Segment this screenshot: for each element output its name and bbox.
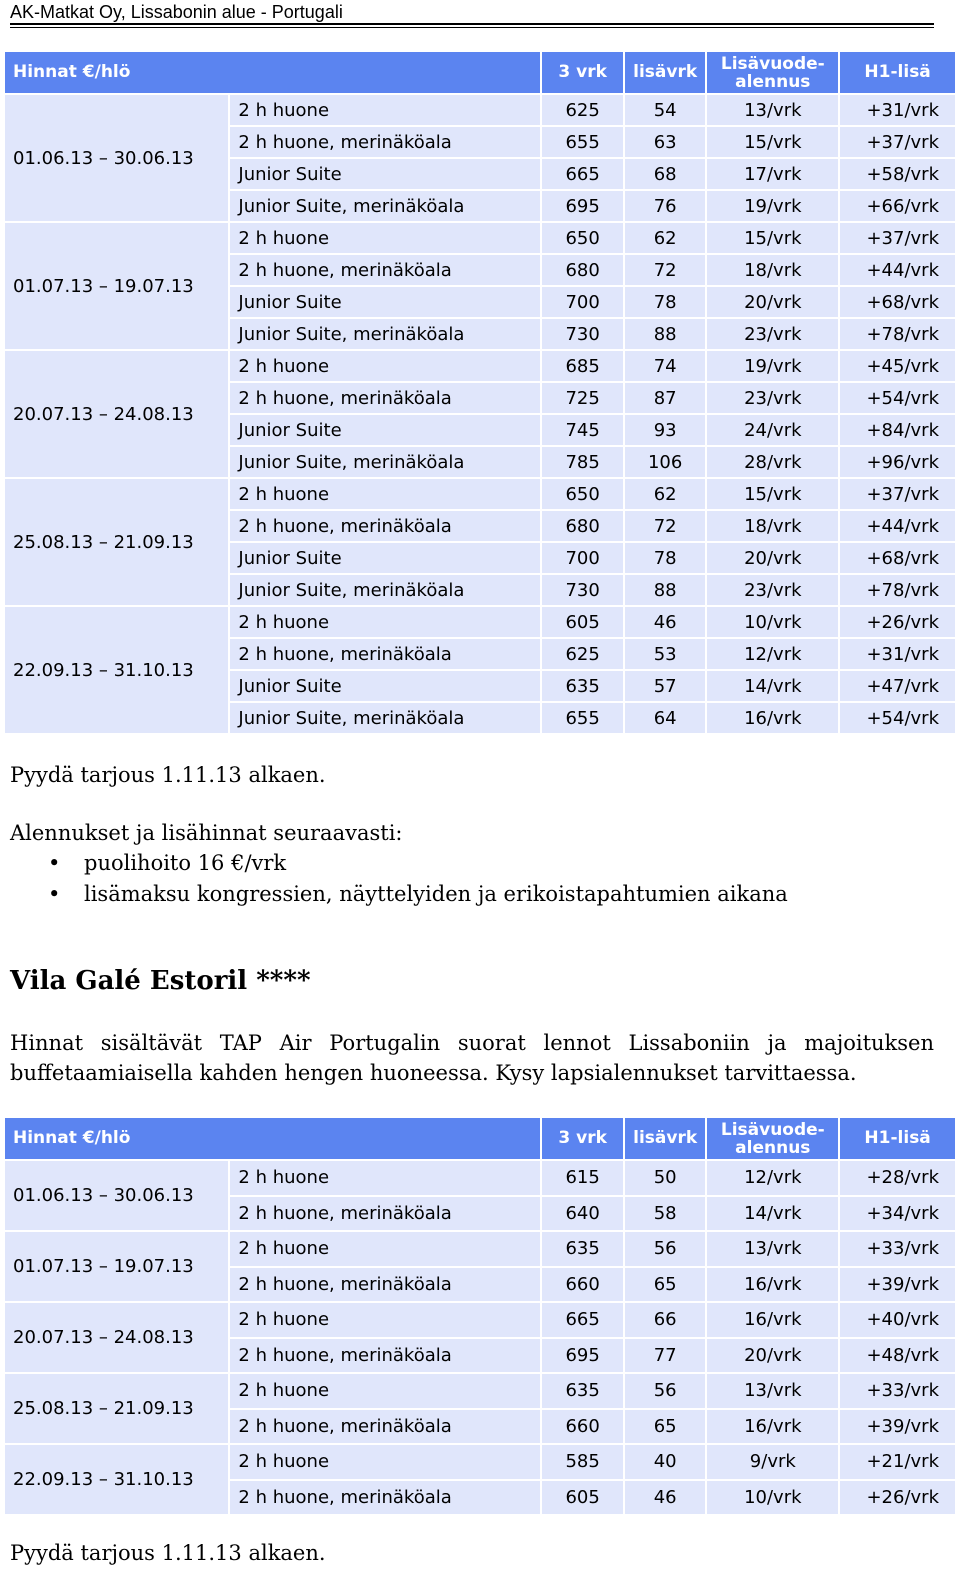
header-lisavuode-line2: alennus xyxy=(735,71,811,92)
extra-bed-discount-cell: 15/vrk xyxy=(707,127,838,157)
header-lisavuode-line2: alennus xyxy=(735,1137,811,1158)
extra-day-cell: 54 xyxy=(625,95,706,125)
room-type-cell: 2 h huone xyxy=(230,479,540,509)
extra-day-cell: 88 xyxy=(625,319,706,349)
single-supplement-cell: +31/vrk xyxy=(840,639,955,669)
extra-bed-discount-cell: 13/vrk xyxy=(707,1232,838,1266)
extra-day-cell: 53 xyxy=(625,639,706,669)
table-row xyxy=(5,351,955,381)
extra-bed-discount-cell: 13/vrk xyxy=(707,1374,838,1408)
extra-bed-discount-cell: 28/vrk xyxy=(707,447,838,477)
extra-day-cell: 74 xyxy=(625,351,706,381)
room-type-cell: 2 h huone xyxy=(230,607,540,637)
room-type-cell: Junior Suite, merinäköala xyxy=(230,191,540,221)
extra-day-cell: 62 xyxy=(625,479,706,509)
header-3vrk: 3 vrk xyxy=(542,1118,623,1159)
extra-day-cell: 93 xyxy=(625,415,706,445)
table-header-row xyxy=(5,1118,955,1159)
price-3vrk-cell: 650 xyxy=(542,223,623,253)
extra-day-cell: 57 xyxy=(625,671,706,701)
single-supplement-cell: +44/vrk xyxy=(840,511,955,541)
single-supplement-cell: +39/vrk xyxy=(840,1410,955,1444)
period-label: 25.08.13 – 21.09.13 xyxy=(5,1374,228,1443)
extra-bed-discount-cell: 19/vrk xyxy=(707,191,838,221)
extra-bed-discount-cell: 16/vrk xyxy=(707,703,838,733)
extra-day-cell: 77 xyxy=(625,1339,706,1373)
single-supplement-cell: +40/vrk xyxy=(840,1303,955,1337)
header-label: Hinnat €/hlö xyxy=(5,52,540,93)
extra-day-cell: 68 xyxy=(625,159,706,189)
table-row xyxy=(5,607,955,637)
single-supplement-cell: +26/vrk xyxy=(840,1481,955,1515)
extra-day-cell: 40 xyxy=(625,1445,706,1479)
table-row xyxy=(5,1445,955,1479)
period-label: 22.09.13 – 31.10.13 xyxy=(5,1445,228,1514)
extra-bed-discount-cell: 10/vrk xyxy=(707,607,838,637)
extra-bed-discount-cell: 18/vrk xyxy=(707,511,838,541)
extra-day-cell: 46 xyxy=(625,607,706,637)
price-3vrk-cell: 730 xyxy=(542,319,623,349)
extra-bed-discount-cell: 14/vrk xyxy=(707,1197,838,1231)
note-offer-1: Pyydä tarjous 1.11.13 alkaen. xyxy=(10,763,326,787)
room-type-cell: 2 h huone xyxy=(230,351,540,381)
room-type-cell: 2 h huone, merinäköala xyxy=(230,1197,540,1231)
extra-day-cell: 62 xyxy=(625,223,706,253)
extra-day-cell: 56 xyxy=(625,1232,706,1266)
price-3vrk-cell: 605 xyxy=(542,607,623,637)
single-supplement-cell: +48/vrk xyxy=(840,1339,955,1373)
extra-day-cell: 56 xyxy=(625,1374,706,1408)
price-3vrk-cell: 585 xyxy=(542,1445,623,1479)
extra-day-cell: 72 xyxy=(625,511,706,541)
note-offer-2: Pyydä tarjous 1.11.13 alkaen. xyxy=(10,1541,326,1565)
extra-day-cell: 106 xyxy=(625,447,706,477)
single-supplement-cell: +54/vrk xyxy=(840,383,955,413)
room-type-cell: Junior Suite, merinäköala xyxy=(230,703,540,733)
room-type-cell: 2 h huone xyxy=(230,1232,540,1266)
header-lisavrk: lisävrk xyxy=(625,52,706,93)
table-row xyxy=(5,95,955,125)
price-3vrk-cell: 665 xyxy=(542,1303,623,1337)
period-label: 20.07.13 – 24.08.13 xyxy=(5,1303,228,1372)
price-3vrk-cell: 660 xyxy=(542,1268,623,1302)
list-item: • lisämaksu kongressien, näyttelyiden ja erikoistapahtumien aikana xyxy=(10,879,934,910)
header-lisavuode xyxy=(707,1118,838,1159)
room-type-cell: Junior Suite xyxy=(230,159,540,189)
header-lisavuode-line1: Lisävuode- xyxy=(720,1119,825,1140)
price-3vrk-cell: 650 xyxy=(542,479,623,509)
extra-bed-discount-cell: 12/vrk xyxy=(707,1161,838,1195)
room-type-cell: Junior Suite xyxy=(230,543,540,573)
room-type-cell: 2 h huone, merinäköala xyxy=(230,511,540,541)
room-type-cell: Junior Suite xyxy=(230,671,540,701)
table-row xyxy=(5,1232,955,1266)
price-3vrk-cell: 695 xyxy=(542,1339,623,1373)
price-3vrk-cell: 665 xyxy=(542,159,623,189)
single-supplement-cell: +68/vrk xyxy=(840,543,955,573)
extra-bed-discount-cell: 20/vrk xyxy=(707,287,838,317)
period-label: 01.07.13 – 19.07.13 xyxy=(5,1232,228,1301)
extra-bed-discount-cell: 12/vrk xyxy=(707,639,838,669)
extra-day-cell: 76 xyxy=(625,191,706,221)
room-type-cell: 2 h huone xyxy=(230,1303,540,1337)
list-item: • puolihoito 16 €/vrk xyxy=(10,848,934,879)
extra-day-cell: 78 xyxy=(625,543,706,573)
header-h1lisa: H1-lisä xyxy=(840,1118,955,1159)
extra-day-cell: 65 xyxy=(625,1268,706,1302)
hotel-intro: Hinnat sisältävät TAP Air Portugalin suorat lennot Lissaboniin ja majoituksen buffetaamiaisella kahden hengen huoneessa. Kysy lapsialennukset tarvittaessa. xyxy=(10,1031,934,1085)
price-table-1 xyxy=(3,50,957,735)
header-rule-thin xyxy=(10,27,934,28)
period-label: 01.07.13 – 19.07.13 xyxy=(5,223,228,349)
table-row xyxy=(5,1374,955,1408)
extra-bed-discount-cell: 15/vrk xyxy=(707,479,838,509)
single-supplement-cell: +68/vrk xyxy=(840,287,955,317)
room-type-cell: 2 h huone xyxy=(230,1374,540,1408)
room-type-cell: Junior Suite, merinäköala xyxy=(230,319,540,349)
header-lisavrk: lisävrk xyxy=(625,1118,706,1159)
single-supplement-cell: +37/vrk xyxy=(840,223,955,253)
table-row xyxy=(5,223,955,253)
single-supplement-cell: +78/vrk xyxy=(840,319,955,349)
price-3vrk-cell: 625 xyxy=(542,639,623,669)
price-3vrk-cell: 605 xyxy=(542,1481,623,1515)
room-type-cell: 2 h huone, merinäköala xyxy=(230,255,540,285)
price-3vrk-cell: 745 xyxy=(542,415,623,445)
price-3vrk-cell: 635 xyxy=(542,671,623,701)
discounts-list xyxy=(10,848,934,910)
price-3vrk-cell: 700 xyxy=(542,543,623,573)
extra-bed-discount-cell: 24/vrk xyxy=(707,415,838,445)
room-type-cell: Junior Suite xyxy=(230,415,540,445)
single-supplement-cell: +26/vrk xyxy=(840,607,955,637)
discounts-intro: Alennukset ja lisähinnat seuraavasti: xyxy=(10,821,403,845)
extra-bed-discount-cell: 13/vrk xyxy=(707,95,838,125)
table-header-row xyxy=(5,52,955,93)
single-supplement-cell: +31/vrk xyxy=(840,95,955,125)
extra-bed-discount-cell: 16/vrk xyxy=(707,1410,838,1444)
period-label: 01.06.13 – 30.06.13 xyxy=(5,1161,228,1230)
extra-bed-discount-cell: 15/vrk xyxy=(707,223,838,253)
single-supplement-cell: +39/vrk xyxy=(840,1268,955,1302)
extra-bed-discount-cell: 20/vrk xyxy=(707,1339,838,1373)
extra-bed-discount-cell: 16/vrk xyxy=(707,1303,838,1337)
extra-bed-discount-cell: 20/vrk xyxy=(707,543,838,573)
price-table-2 xyxy=(3,1116,957,1516)
room-type-cell: Junior Suite, merinäköala xyxy=(230,447,540,477)
header-h1lisa: H1-lisä xyxy=(840,52,955,93)
extra-bed-discount-cell: 9/vrk xyxy=(707,1445,838,1479)
price-3vrk-cell: 615 xyxy=(542,1161,623,1195)
extra-day-cell: 66 xyxy=(625,1303,706,1337)
single-supplement-cell: +28/vrk xyxy=(840,1161,955,1195)
single-supplement-cell: +34/vrk xyxy=(840,1197,955,1231)
single-supplement-cell: +78/vrk xyxy=(840,575,955,605)
period-label: 01.06.13 – 30.06.13 xyxy=(5,95,228,221)
price-3vrk-cell: 635 xyxy=(542,1232,623,1266)
price-3vrk-cell: 655 xyxy=(542,127,623,157)
header-label: Hinnat €/hlö xyxy=(5,1118,540,1159)
table-row xyxy=(5,479,955,509)
extra-day-cell: 64 xyxy=(625,703,706,733)
room-type-cell: 2 h huone xyxy=(230,95,540,125)
room-type-cell: 2 h huone, merinäköala xyxy=(230,127,540,157)
room-type-cell: Junior Suite, merinäköala xyxy=(230,575,540,605)
extra-bed-discount-cell: 23/vrk xyxy=(707,575,838,605)
single-supplement-cell: +33/vrk xyxy=(840,1232,955,1266)
single-supplement-cell: +37/vrk xyxy=(840,127,955,157)
extra-bed-discount-cell: 19/vrk xyxy=(707,351,838,381)
period-label: 25.08.13 – 21.09.13 xyxy=(5,479,228,605)
extra-day-cell: 78 xyxy=(625,287,706,317)
price-3vrk-cell: 725 xyxy=(542,383,623,413)
single-supplement-cell: +44/vrk xyxy=(840,255,955,285)
extra-bed-discount-cell: 16/vrk xyxy=(707,1268,838,1302)
extra-day-cell: 50 xyxy=(625,1161,706,1195)
period-label: 22.09.13 – 31.10.13 xyxy=(5,607,228,733)
room-type-cell: 2 h huone, merinäköala xyxy=(230,1339,540,1373)
table-row xyxy=(5,1161,955,1195)
price-3vrk-cell: 660 xyxy=(542,1410,623,1444)
header-3vrk: 3 vrk xyxy=(542,52,623,93)
extra-bed-discount-cell: 17/vrk xyxy=(707,159,838,189)
price-3vrk-cell: 785 xyxy=(542,447,623,477)
extra-day-cell: 87 xyxy=(625,383,706,413)
price-3vrk-cell: 700 xyxy=(542,287,623,317)
extra-bed-discount-cell: 18/vrk xyxy=(707,255,838,285)
single-supplement-cell: +96/vrk xyxy=(840,447,955,477)
header-lisavuode-line1: Lisävuode- xyxy=(720,53,825,74)
room-type-cell: 2 h huone xyxy=(230,1445,540,1479)
price-3vrk-cell: 680 xyxy=(542,511,623,541)
table-row xyxy=(5,1303,955,1337)
header-rule-thick xyxy=(10,23,934,25)
extra-bed-discount-cell: 23/vrk xyxy=(707,383,838,413)
room-type-cell: 2 h huone xyxy=(230,223,540,253)
single-supplement-cell: +54/vrk xyxy=(840,703,955,733)
room-type-cell: 2 h huone, merinäköala xyxy=(230,1268,540,1302)
price-3vrk-cell: 640 xyxy=(542,1197,623,1231)
extra-bed-discount-cell: 10/vrk xyxy=(707,1481,838,1515)
price-3vrk-cell: 695 xyxy=(542,191,623,221)
single-supplement-cell: +84/vrk xyxy=(840,415,955,445)
extra-bed-discount-cell: 23/vrk xyxy=(707,319,838,349)
hotel-title: Vila Galé Estoril **** xyxy=(10,966,311,996)
room-type-cell: 2 h huone xyxy=(230,1161,540,1195)
single-supplement-cell: +45/vrk xyxy=(840,351,955,381)
extra-day-cell: 65 xyxy=(625,1410,706,1444)
room-type-cell: 2 h huone, merinäköala xyxy=(230,639,540,669)
price-3vrk-cell: 635 xyxy=(542,1374,623,1408)
room-type-cell: 2 h huone, merinäköala xyxy=(230,1410,540,1444)
single-supplement-cell: +33/vrk xyxy=(840,1374,955,1408)
period-label: 20.07.13 – 24.08.13 xyxy=(5,351,228,477)
page-header: AK-Matkat Oy, Lissabonin alue - Portugali xyxy=(10,2,343,22)
extra-day-cell: 72 xyxy=(625,255,706,285)
extra-day-cell: 58 xyxy=(625,1197,706,1231)
price-3vrk-cell: 685 xyxy=(542,351,623,381)
room-type-cell: 2 h huone, merinäköala xyxy=(230,383,540,413)
price-3vrk-cell: 680 xyxy=(542,255,623,285)
extra-day-cell: 63 xyxy=(625,127,706,157)
price-3vrk-cell: 730 xyxy=(542,575,623,605)
extra-bed-discount-cell: 14/vrk xyxy=(707,671,838,701)
single-supplement-cell: +47/vrk xyxy=(840,671,955,701)
room-type-cell: 2 h huone, merinäköala xyxy=(230,1481,540,1515)
single-supplement-cell: +58/vrk xyxy=(840,159,955,189)
header-lisavuode xyxy=(707,52,838,93)
extra-day-cell: 46 xyxy=(625,1481,706,1515)
single-supplement-cell: +66/vrk xyxy=(840,191,955,221)
price-3vrk-cell: 625 xyxy=(542,95,623,125)
price-3vrk-cell: 655 xyxy=(542,703,623,733)
extra-day-cell: 88 xyxy=(625,575,706,605)
room-type-cell: Junior Suite xyxy=(230,287,540,317)
single-supplement-cell: +37/vrk xyxy=(840,479,955,509)
single-supplement-cell: +21/vrk xyxy=(840,1445,955,1479)
